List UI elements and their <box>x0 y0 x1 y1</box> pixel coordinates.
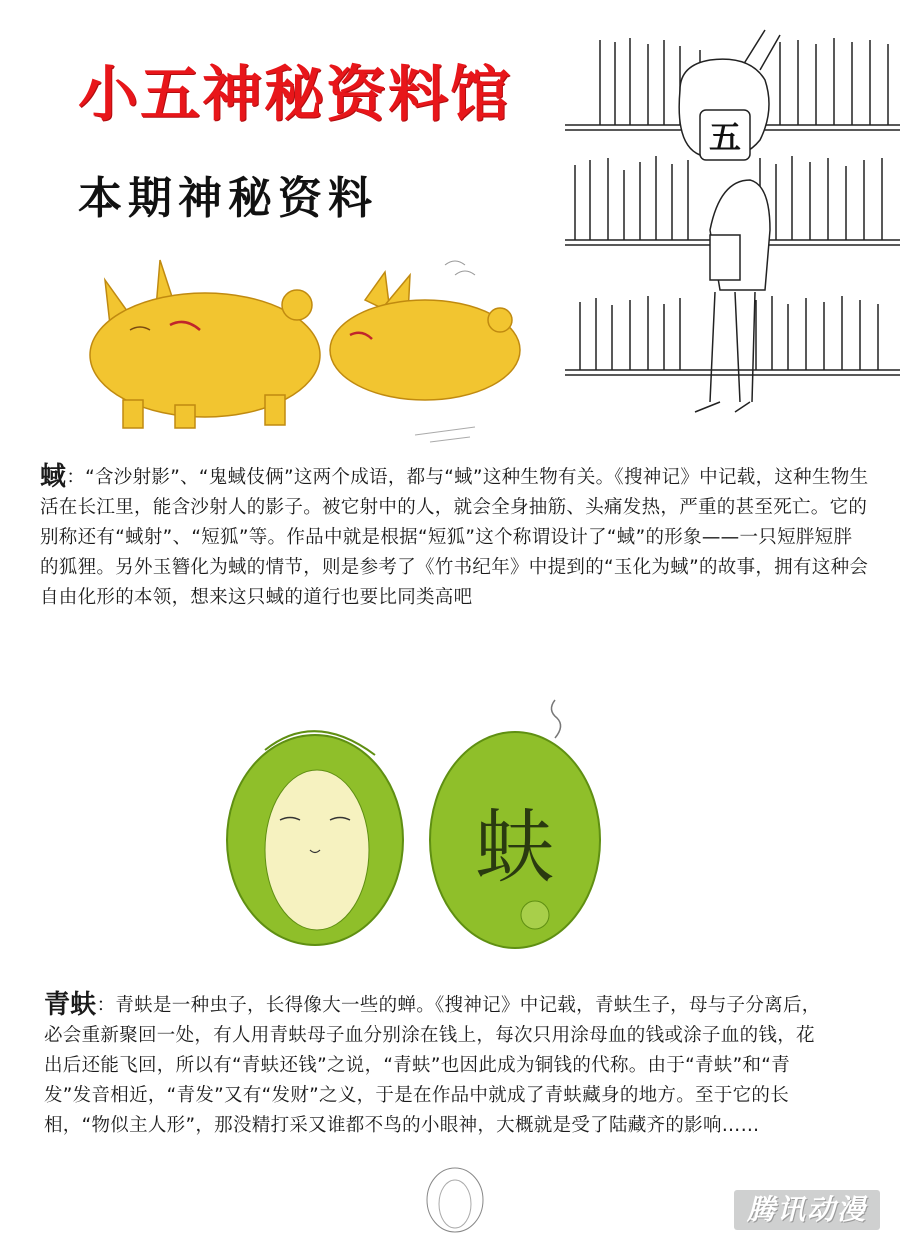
page-subtitle: 本期神秘资料 <box>78 173 378 224</box>
helmet-badge-char: 五 <box>708 118 742 156</box>
yu-fox-illustration <box>75 250 535 450</box>
yu-fox-side <box>330 261 520 400</box>
small-qingfu-sketch <box>420 1162 490 1234</box>
entry-yu-term: 蜮 <box>40 462 67 492</box>
qingfu-back-char: 蚨 <box>475 801 555 894</box>
page-title: 小五神秘资料馆 <box>78 60 512 130</box>
watermark: 腾讯动漫 <box>734 1190 880 1230</box>
entry-qingfu-term: 青蚨 <box>44 990 97 1020</box>
yu-fox-front <box>90 260 320 428</box>
entry-yu <box>40 462 870 613</box>
bookshelf-illustration <box>560 30 900 430</box>
entry-qingfu <box>44 990 830 1141</box>
entry-qingfu-text: ：青蚨是一种虫子，长得像大一些的蝉。《搜神记》中记载，青蚨生子，母与子分离后，必会重新聚回一处，有人用青蚨母子血分别涂在钱上，每次只用涂母血的钱或涂子血的钱，花出后还能飞回，所以有“青蚨还钱”之说，“青蚨”也因此成为铜钱的代称。由于“青蚨”和“青发”发音相近，“青发”又有“发财”之义，于是在作品中就成了青蚨藏身的地方。至于它的长相，“物似主人形”，那没精打采又谁都不鸟的小眼神，大概就是受了陆藏齐的影响…… <box>44 995 821 1136</box>
qingfu-illustration <box>225 690 615 960</box>
entry-yu-text: ：“含沙射影”、“鬼蜮伎俩”这两个成语，都与“蜮”这种生物有关。《搜神记》中记载，这种生物生活在长江里，能含沙射人的影子。被它射中的人，就会全身抽筋、头痛发热，严重的甚至死亡。它的别称还有“蜮射”、“短狐”等。作品中就是根据“短狐”这个称谓设计了“蜮”的形象——一只短胖短胖的狐狸。另外玉簪化为蜮的情节，则是参考了《竹书纪年》中提到的“玉化为蜮”的故事，拥有这种会自由化形的本领，想来这只蜮的道行也要比同类高吧 <box>40 467 869 608</box>
qingfu-front <box>227 731 403 945</box>
